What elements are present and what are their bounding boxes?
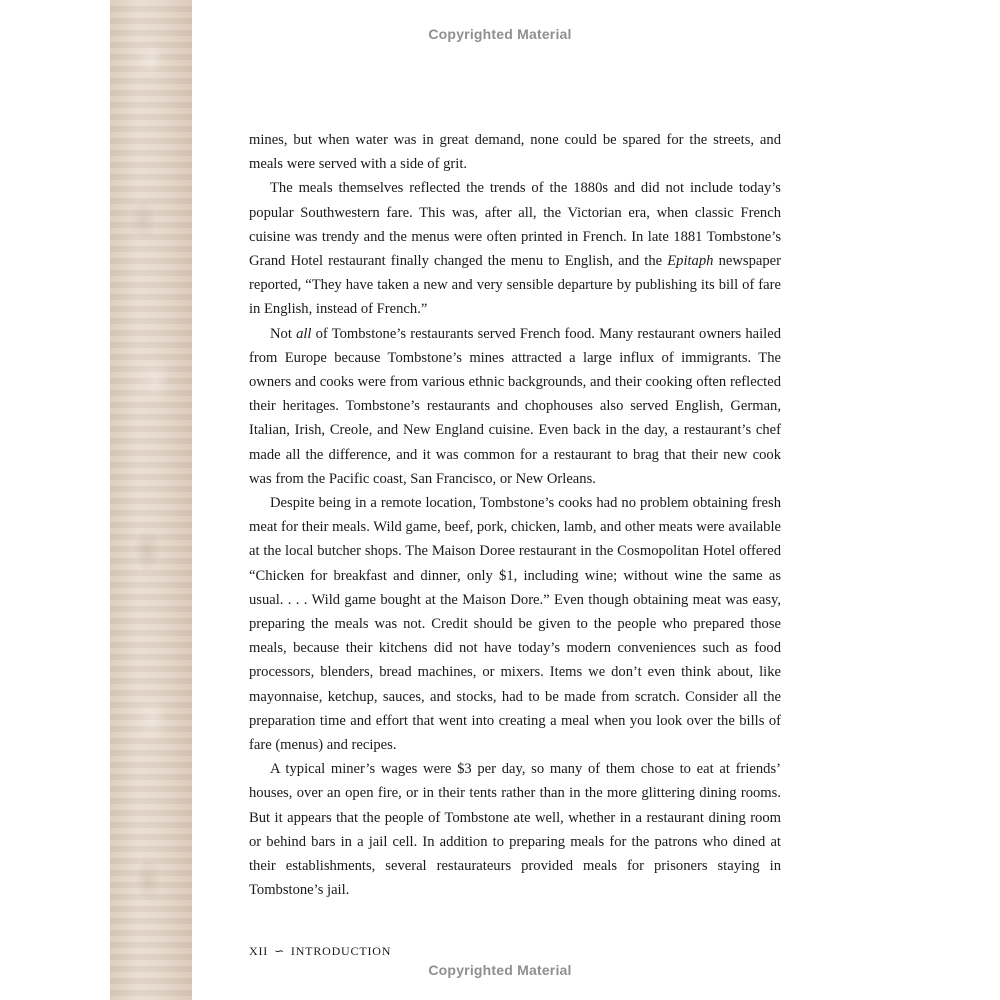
paragraph-5-text: A typical miner’s wages were $3 per day, so many of them chose to eat at friends’ houses, over an open fire, or in their tents rather than in the more glittering dining rooms. But it appears that the people of Tombstone ate well, whether in a restaurant dining room or behind bars in a jail cell. In addition to preparing meals for the patrons who dined at their establishments, several restaurateurs provided meals for prisoners staying in Tombstone’s jail. — [249, 761, 781, 899]
paragraph-1-text: mines, but when water was in great demand, none could be spared for the streets, and meals were served with a side of grit. — [249, 132, 781, 173]
paragraph-3 — [249, 322, 781, 491]
section-title: INTRODUCTION — [290, 944, 392, 958]
body-text — [249, 128, 781, 903]
paragraph-2 — [249, 176, 781, 321]
copyright-watermark-bottom: Copyrighted Material — [428, 962, 572, 978]
paragraph-3-emphasis: all — [296, 325, 312, 342]
paragraph-3-text-b: of Tombstone’s restaurants served French food. Many restaurant owners hailed from Europe because Tombstone’s mines attracted a large influx of immigrants. The owners and cooks were from various ethnic backgrounds, and their cooking often reflected their heritages. Tombstone’s restaurants and chophouses also served English, German, Italian, Irish, Creole, and New England cuisine. Even back in the day, a restaurant’s chef made all the difference, and it was common for a restaurant to brag that their new cook was from the Pacific coast, San Francisco, or New Orleans. — [249, 325, 781, 487]
paragraph-4 — [249, 491, 781, 757]
paragraph-5 — [249, 757, 781, 902]
paragraph-2-text-a: The meals themselves reflected the trends of the 1880s and did not include today’s popular Southwestern fare. This was, after all, the Victorian era, when classic French cuisine was trendy and the menus were often printed in French. In late 1881 Tombstone’s Grand Hotel restaurant finally changed the menu to English, and the — [249, 180, 781, 270]
paragraph-3-text-a: Not — [270, 325, 297, 342]
paragraph-2-newspaper-title: Epitaph — [667, 253, 714, 270]
paragraph-4-text: Despite being in a remote location, Tombstone’s cooks had no problem obtaining fresh meat for their meals. Wild game, beef, pork, chicken, lamb, and other meats were available at the local butcher shops. The Maison Doree restaurant in the Cosmopolitan Hotel offered “Chicken for breakfast and dinner, only $1, including wine; without wine the same as usual. . . . Wild game bought at the Maison Dore.” Even though obtaining meat was easy, preparing the meals was not. Credit should be given to the people who prepared those meals, because their kitchens did not have today’s modern conveniences such as food processors, blenders, bread machines, or mixers. Items we don’t even think about, like mayonnaise, ketchup, sauces, and stocks, had to be made from scratch. Consider all the preparation time and effort that went into creating a meal when you look over the bills of fare (menus) and recipes. — [249, 495, 781, 754]
ornament-icon: ∽ — [274, 944, 285, 958]
copyright-watermark-top: Copyrighted Material — [428, 26, 572, 42]
page-number: XII — [249, 944, 269, 958]
decorative-border-band — [110, 0, 192, 1000]
page-footer — [249, 944, 391, 959]
paragraph-2-text-b: newspaper reported, “They have taken a new and very sensible departure by publishing its bill of fare in English, instead of French.” — [249, 253, 781, 318]
paragraph-1 — [249, 128, 781, 176]
